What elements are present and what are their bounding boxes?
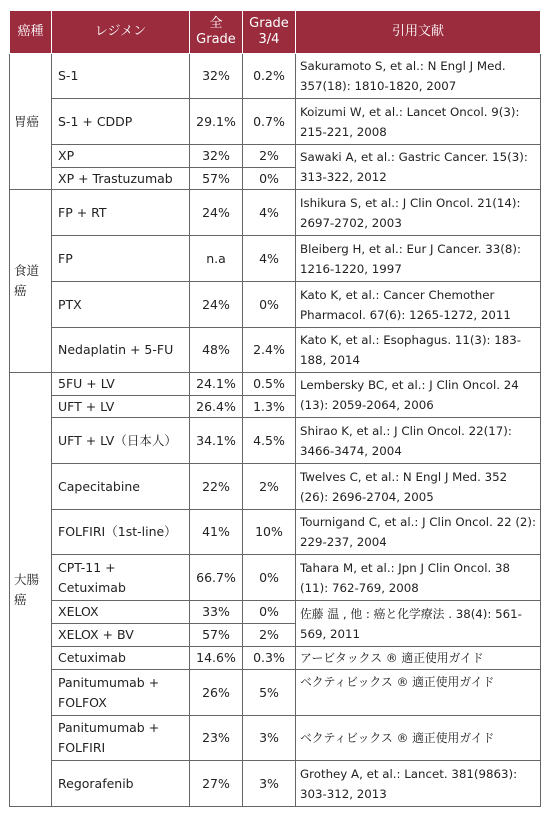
- reference-cell: Kato K, et al.: Esophagus. 11(3): 183-188, 2014: [296, 328, 541, 373]
- header-reference: 引用文献: [296, 11, 541, 54]
- reference-cell: Bleiberg H, et al.: Eur J Cancer. 33(8): 1216-1220, 1997: [296, 236, 541, 282]
- regimen-cell: PTX: [52, 282, 190, 328]
- table-row: [10, 647, 541, 670]
- regimen-cell: CPT-11 + Cetuximab: [52, 555, 190, 601]
- table-row: [10, 555, 541, 601]
- regimen-cell: Regorafenib: [52, 761, 190, 807]
- table-row: [10, 601, 541, 624]
- header-grade34: [243, 11, 296, 54]
- reference-cell: Shirao K, et al.: J Clin Oncol. 22(17): 3466-3474, 2004: [296, 418, 541, 464]
- table-row: [10, 510, 541, 555]
- reference-cell: Sakuramoto S, et al.: N Engl J Med. 357(18): 1810-1820, 2007: [296, 54, 541, 99]
- reference-cell: ベクティビックス ® 適正使用ガイド: [296, 670, 541, 716]
- grade34-cell: 3%: [243, 716, 296, 761]
- regimen-cell: S-1 + CDDP: [52, 99, 190, 145]
- all-grade-cell: 22%: [190, 464, 243, 510]
- grade34-cell: 10%: [243, 510, 296, 555]
- all-grade-cell: 27%: [190, 761, 243, 807]
- group-stomach: 胃癌: [10, 54, 52, 190]
- grade34-cell: 0.3%: [243, 647, 296, 670]
- reference-cell: Sawaki A, et al.: Gastric Cancer. 15(3): 313-322, 2012: [296, 145, 541, 190]
- regimen-cell: XELOX + BV: [52, 624, 190, 647]
- header-all-grade-line2: Grade: [196, 32, 236, 47]
- grade34-cell: 2%: [243, 145, 296, 168]
- grade34-cell: 1.3%: [243, 396, 296, 418]
- table-row: [10, 670, 541, 716]
- table-row: [10, 190, 541, 236]
- all-grade-cell: 57%: [190, 624, 243, 647]
- regimen-cell: FP: [52, 236, 190, 282]
- all-grade-cell: 26.4%: [190, 396, 243, 418]
- table-row: [10, 373, 541, 396]
- grade34-cell: 0%: [243, 555, 296, 601]
- table-row: [10, 145, 541, 168]
- all-grade-cell: 23%: [190, 716, 243, 761]
- regimen-cell: XP + Trastuzumab: [52, 168, 190, 190]
- grade34-cell: 2.4%: [243, 328, 296, 373]
- grade34-cell: 2%: [243, 624, 296, 647]
- table-row: [10, 236, 541, 282]
- grade34-cell: 2%: [243, 464, 296, 510]
- grade34-cell: 0.7%: [243, 99, 296, 145]
- grade34-cell: 0.2%: [243, 54, 296, 99]
- all-grade-cell: 24.1%: [190, 373, 243, 396]
- table-row: [10, 761, 541, 807]
- regimen-cell: 5FU + LV: [52, 373, 190, 396]
- regimen-cell: Panitumumab + FOLFIRI: [52, 716, 190, 761]
- reference-cell: Lembersky BC, et al.: J Clin Oncol. 24 (13): 2059-2064, 2006: [296, 373, 541, 418]
- reference-cell: アービタックス ® 適正使用ガイド: [296, 647, 541, 670]
- grade34-cell: 5%: [243, 670, 296, 716]
- regimen-cell: Capecitabine: [52, 464, 190, 510]
- all-grade-cell: 14.6%: [190, 647, 243, 670]
- regimen-cell: Panitumumab + FOLFOX: [52, 670, 190, 716]
- header-grade34-line2: 3/4: [258, 32, 280, 47]
- all-grade-cell: 32%: [190, 145, 243, 168]
- all-grade-cell: 32%: [190, 54, 243, 99]
- table-row: [10, 418, 541, 464]
- reference-cell: Twelves C, et al.: N Engl J Med. 352 (26): 2696-2704, 2005: [296, 464, 541, 510]
- all-grade-cell: n.a: [190, 236, 243, 282]
- header-all-grade-line1: 全: [209, 16, 223, 31]
- grade34-cell: 3%: [243, 761, 296, 807]
- group-esophagus: 食道癌: [10, 190, 52, 373]
- regimen-cell: UFT + LV（日本人）: [52, 418, 190, 464]
- all-grade-cell: 24%: [190, 282, 243, 328]
- grade34-cell: 4%: [243, 236, 296, 282]
- regimen-cell: Cetuximab: [52, 647, 190, 670]
- grade34-cell: 0%: [243, 168, 296, 190]
- all-grade-cell: 57%: [190, 168, 243, 190]
- table-row: [10, 716, 541, 761]
- reference-cell: Tournigand C, et al.: J Clin Oncol. 22 (2): 229-237, 2004: [296, 510, 541, 555]
- all-grade-cell: 34.1%: [190, 418, 243, 464]
- regimen-table: [9, 10, 541, 807]
- regimen-cell: UFT + LV: [52, 396, 190, 418]
- regimen-cell: S-1: [52, 54, 190, 99]
- reference-cell: Koizumi W, et al.: Lancet Oncol. 9(3): 215-221, 2008: [296, 99, 541, 145]
- reference-cell: 佐藤 温 , 他 : 癌と化学療法 . 38(4): 561-569, 2011: [296, 601, 541, 647]
- regimen-cell: FOLFIRI（1st-line）: [52, 510, 190, 555]
- header-all-grade: [190, 11, 243, 54]
- grade34-cell: 4%: [243, 190, 296, 236]
- grade34-cell: 4.5%: [243, 418, 296, 464]
- table-row: [10, 464, 541, 510]
- group-colorectal: 大腸癌: [10, 373, 52, 807]
- all-grade-cell: 29.1%: [190, 99, 243, 145]
- regimen-cell: FP + RT: [52, 190, 190, 236]
- table-row: [10, 99, 541, 145]
- table-row: [10, 282, 541, 328]
- grade34-cell: 0%: [243, 601, 296, 624]
- all-grade-cell: 33%: [190, 601, 243, 624]
- all-grade-cell: 66.7%: [190, 555, 243, 601]
- regimen-cell: XP: [52, 145, 190, 168]
- reference-cell: Grothey A, et al.: Lancet. 381(9863): 303-312, 2013: [296, 761, 541, 807]
- regimen-cell: Nedaplatin + 5-FU: [52, 328, 190, 373]
- header-cancer: 癌種: [10, 11, 52, 54]
- all-grade-cell: 24%: [190, 190, 243, 236]
- grade34-cell: 0.5%: [243, 373, 296, 396]
- reference-cell: Tahara M, et al.: Jpn J Clin Oncol. 38 (11): 762-769, 2008: [296, 555, 541, 601]
- grade34-cell: 0%: [243, 282, 296, 328]
- reference-cell: ベクティビックス ® 適正使用ガイド: [296, 716, 541, 761]
- table-row: [10, 54, 541, 99]
- regimen-cell: XELOX: [52, 601, 190, 624]
- reference-cell: Kato K, et al.: Cancer Chemother Pharmacol. 67(6): 1265-1272, 2011: [296, 282, 541, 328]
- all-grade-cell: 48%: [190, 328, 243, 373]
- all-grade-cell: 41%: [190, 510, 243, 555]
- header-row: [10, 11, 541, 54]
- header-grade34-line1: Grade: [249, 16, 289, 31]
- header-regimen: レジメン: [52, 11, 190, 54]
- reference-cell: Ishikura S, et al.: J Clin Oncol. 21(14): 2697-2702, 2003: [296, 190, 541, 236]
- table-row: [10, 328, 541, 373]
- all-grade-cell: 26%: [190, 670, 243, 716]
